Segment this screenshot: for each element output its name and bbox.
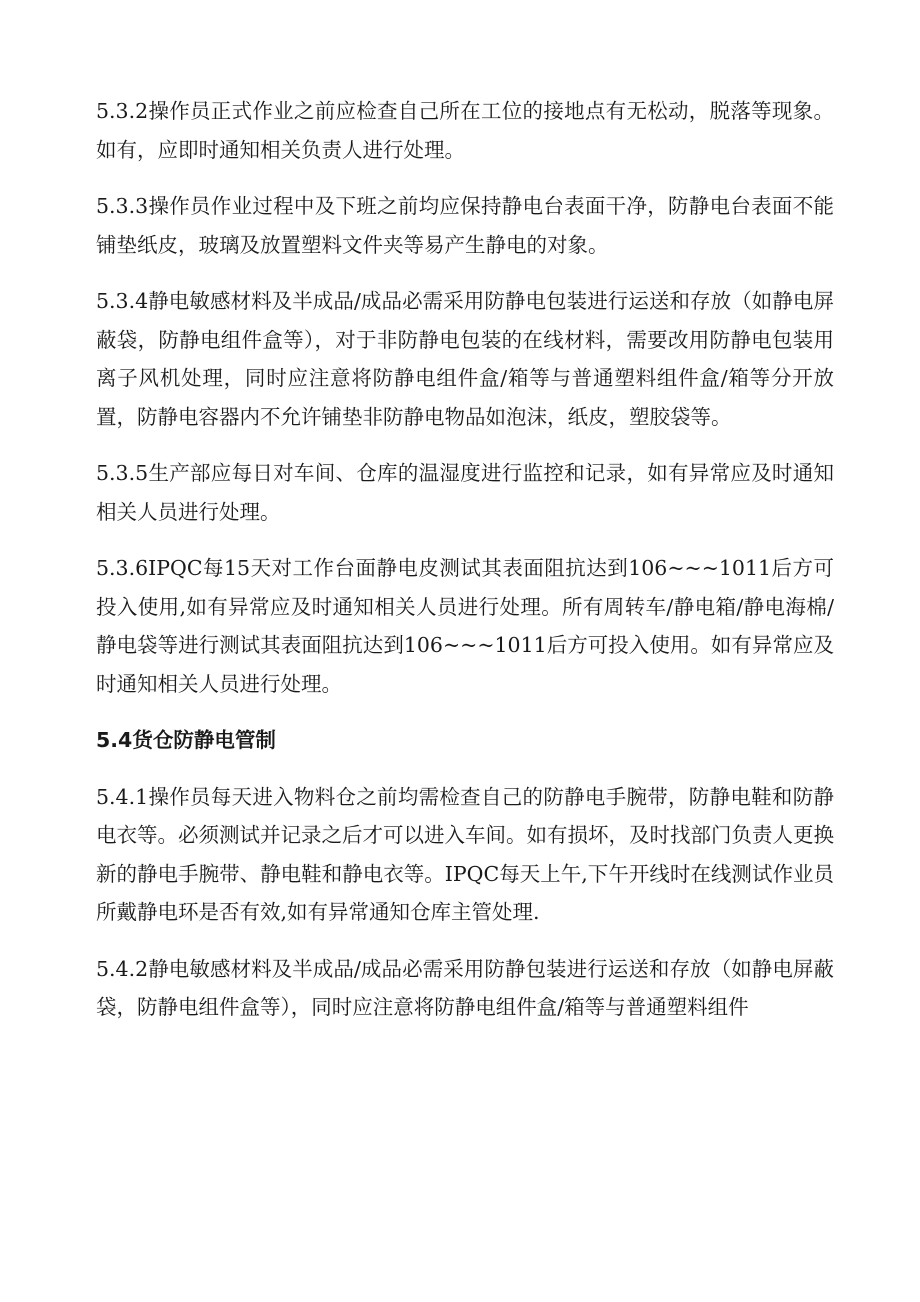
paragraph-5-3-2: 5.3.2操作员正式作业之前应检查自己所在工位的接地点有无松动，脱落等现象。如有，应即时通知相关负责人进行处理。 — [96, 99, 834, 162]
paragraph-5-4-1: 5.4.1操作员每天进入物料仓之前均需检查自己的防静电手腕带，防静电鞋和防静电衣等。必须测试并记录之后才可以进入车间。如有损坏，及时找部门负责人更换新的静电手腕带、静电鞋和静电衣等。IPQC每天上午,下午开线时在线测试作业员所戴静电环是否有效,如有异常通知仓库主管处理. — [96, 784, 834, 924]
paragraph-5-4-2: 5.4.2静电敏感材料及半成品/成品必需采用防静包装进行运送和存放（如静电屏蔽袋，防静电组件盒等），同时应注意将防静电组件盒/箱等与普通塑料组件 — [96, 956, 834, 1019]
paragraph-5-3-5: 5.3.5生产部应每日对车间、仓库的温湿度进行监控和记录，如有异常应及时通知相关人员进行处理。 — [96, 461, 834, 524]
section-heading-5-4: 5.4货仓防静电管制 — [96, 728, 276, 752]
paragraph-5-3-4: 5.3.4静电敏感材料及半成品/成品必需采用防静电包装进行运送和存放（如静电屏蔽袋，防静电组件盒等），对于非防静电包装的在线材料，需要改用防静电包装用离子风机处理，同时应注意将防静电组件盒/箱等与普通塑料组件盒/箱等分开放置，防静电容器内不允许铺垫非防静电物品如泡沫，纸皮，塑胶袋等。 — [96, 289, 834, 429]
paragraph-5-3-3: 5.3.3操作员作业过程中及下班之前均应保持静电台表面干净，防静电台表面不能铺垫纸皮，玻璃及放置塑料文件夹等易产生静电的对象。 — [96, 194, 834, 257]
paragraph-5-3-6: 5.3.6IPQC每15天对工作台面静电皮测试其表面阻抗达到106~~~1011后方可投入使用,如有异常应及时通知相关人员进行处理。所有周转车/静电箱/静电海棉/静电袋等进行测试其表面阻抗达到106~~~1011后方可投入使用。如有异常应及时通知相关人员进行处理。 — [96, 556, 834, 696]
document-body — [96, 92, 834, 1045]
